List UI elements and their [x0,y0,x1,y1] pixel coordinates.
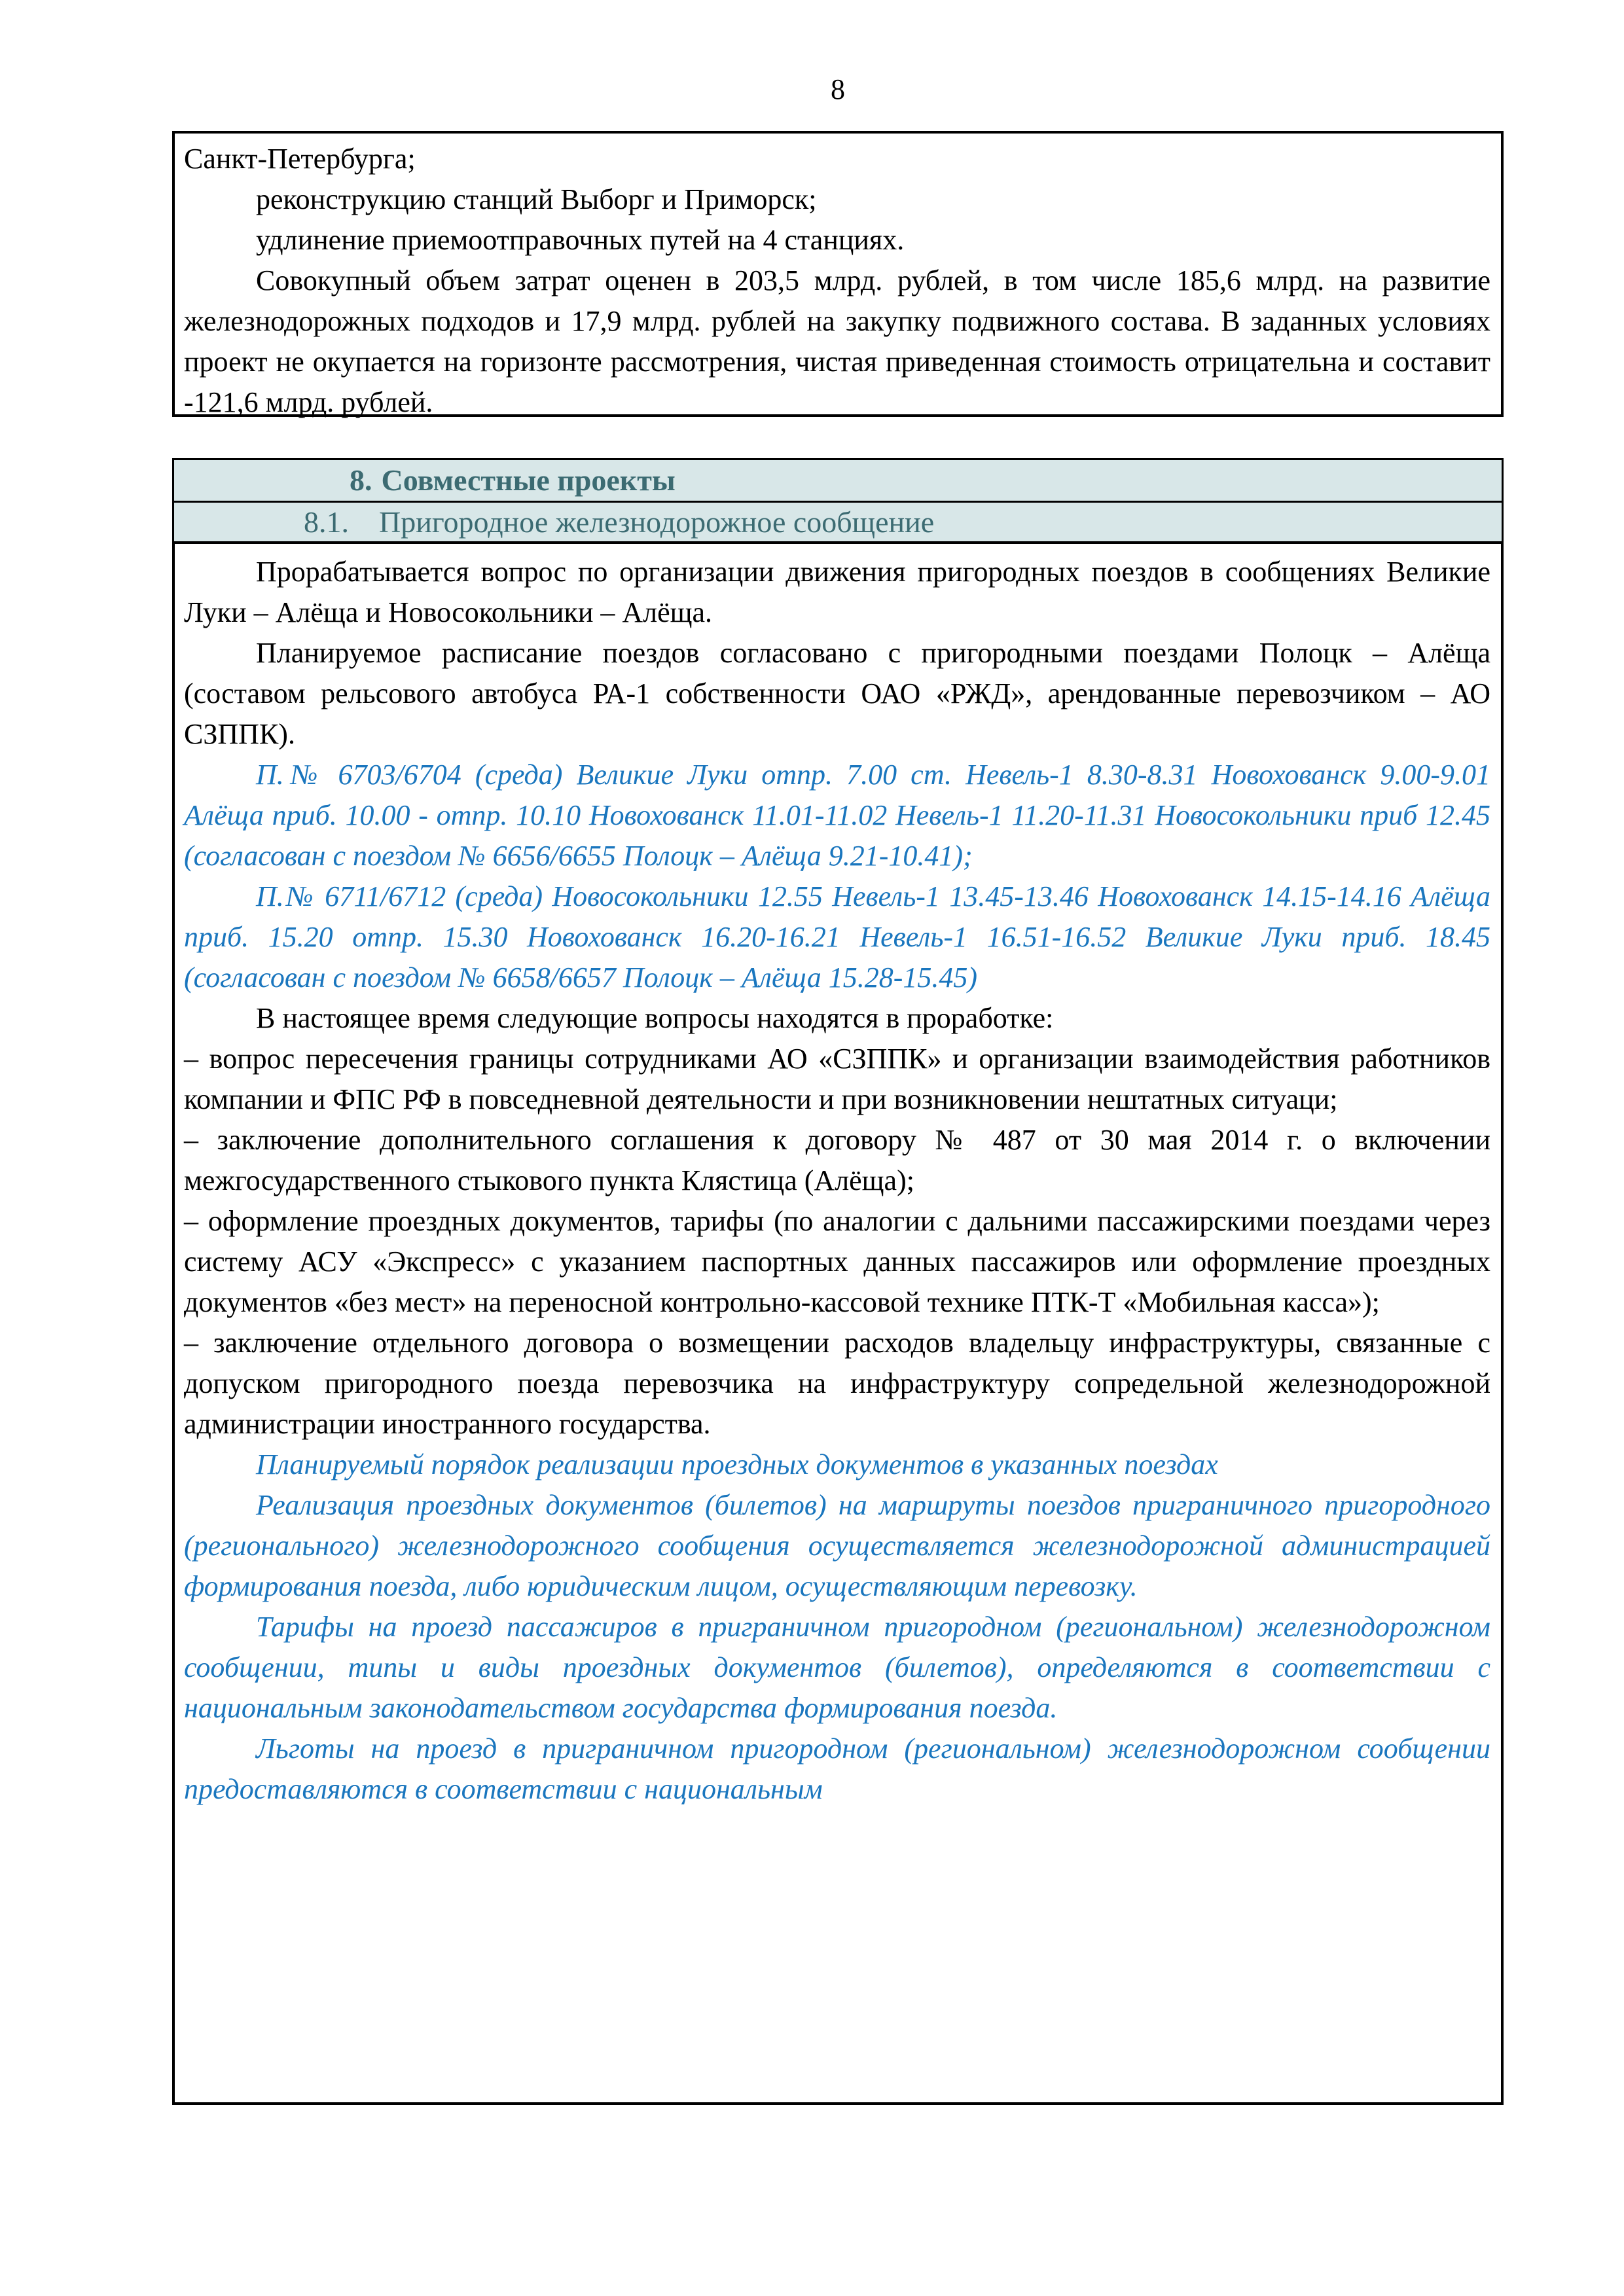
issues-intro-paragraph: В настоящее время следующие вопросы находятся в проработке: [256,1002,1054,1034]
note-paragraph: Тарифы на проезд пассажиров в приграничном пригородном (региональном) железнодорожном сообщении, типы и виды проездных документов (билетов), определяются в соответствии с национальным законодательством государства формирования поезда. [184,1611,1490,1724]
summary-line: удлинение приемоотправочных путей на 4 станциях. [256,224,905,256]
subsection-number: 8.1. [304,505,349,539]
page-number: 8 [831,73,845,105]
summary-line: реконструкцию станций Выборг и Приморск; [256,183,817,215]
train-schedule-paragraph: П.№ 6711/6712 (среда) Новосокольники 12.55 Невель-1 13.45-13.46 Новохованск 14.15-14.16 Алёща приб. 15.20 отпр. 15.30 Новохованск 16.20-16.21 Невель-1 16.51-16.52 Великие Луки приб. 18.45 (согласован с поездом № 6658/6657 Полоцк – Алёща 15.28-15.45) [184,880,1490,994]
schedule-intro-paragraph: Планируемое расписание поездов согласовано с пригородными поездами Полоцк – Алёща (составом рельсового автобуса РА-1 собственности ОАО «РЖД», арендованные перевозчиком – АО СЗППК). [184,637,1490,750]
main-content-box [172,541,1504,2105]
summary-box [172,131,1504,417]
section-number: 8. [350,463,372,497]
intro-paragraph: Прорабатывается вопрос по организации движения пригородных поездов в сообщениях Великие Луки – Алёща и Новосокольники – Алёща. [184,556,1490,628]
subsection-header-suburban-rail [172,501,1504,543]
bullet-item: – заключение отдельного договора о возмещении расходов владельцу инфраструктуры, связанные с допуском пригородного поезда перевозчика на инфраструктуру сопредельной железнодорожной администрации иностранного государства. [184,1327,1490,1440]
note-heading-paragraph: Планируемый порядок реализации проездных документов в указанных поездах [256,1448,1218,1480]
section-header-joint-projects [172,458,1504,503]
summary-paragraph: Совокупный объем затрат оценен в 203,5 млрд. рублей, в том числе 185,6 млрд. на развитие железнодорожных подходов и 17,9 млрд. рублей на закупку подвижного состава. В заданных условиях проект не окупается на горизонте рассмотрения, чистая приведенная стоимость отрицательна и составит -121,6 млрд. рублей. [184,264,1490,418]
summary-line: Санкт-Петербурга; [184,143,416,175]
bullet-item: – вопрос пересечения границы сотрудниками АО «СЗППК» и организации взаимодействия работников компании и ФПС РФ в повседневной деятельности и при возникновении нештатных ситуаци; [184,1043,1490,1115]
train-schedule-paragraph: П.№ 6703/6704 (среда) Великие Луки отпр. 7.00 ст. Невель-1 8.30-8.31 Новохованск 9.00-9.01 Алёща приб. 10.00 - отпр. 10.10 Новохованск 11.01-11.02 Невель-1 11.20-11.31 Новосокольники приб 12.45 (согласован с поездом № 6656/6655 Полоцк – Алёща 9.21-10.41); [184,759,1490,872]
bullet-item: – оформление проездных документов, тарифы (по аналогии с дальними пассажирскими поездами через систему АСУ «Экспресс» с указанием паспортных данных пассажиров или оформление проездных документов «без мест» на переносной контрольно-кассовой технике ПТК-Т «Мобильная касса»); [184,1205,1490,1318]
subsection-title: Пригородное железнодорожное сообщение [379,505,935,539]
bullet-item: – заключение дополнительного соглашения к договору № 487 от 30 мая 2014 г. о включении межгосударственного стыкового пункта Клястица (Алёща); [184,1124,1490,1196]
section-title: Совместные проекты [381,463,676,497]
note-paragraph: Реализация проездных документов (билетов) на маршруты поездов приграничного пригородного (регионального) железнодорожного сообщения осуществляется железнодорожной администрацией формирования поезда, либо юридическим лицом, осуществляющим перевозку. [184,1489,1490,1602]
note-paragraph: Льготы на проезд в приграничном пригородном (региональном) железнодорожном сообщении предоставляются в соответствии с национальным [184,1732,1490,1805]
